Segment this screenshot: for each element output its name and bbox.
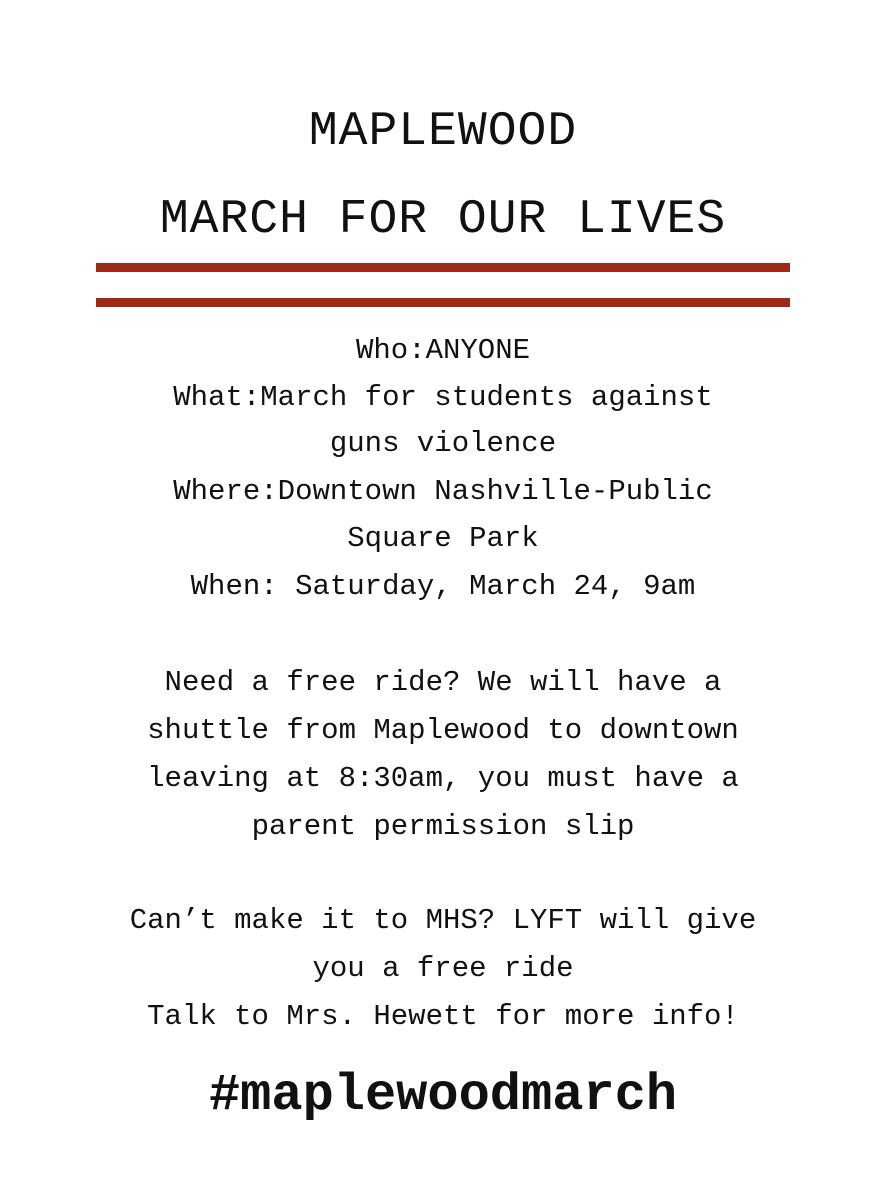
where-line-1: Where:Downtown Nashville-Public	[173, 475, 713, 508]
what-line-2: guns violence	[329, 427, 557, 460]
lyft-line-2: you a free ride	[312, 952, 574, 985]
flyer-title-line-2: MARCH FOR OUR LIVES	[159, 193, 727, 247]
shuttle-line-3: leaving at 8:30am, you must have a	[147, 762, 739, 795]
shuttle-line-4: parent permission slip	[251, 810, 635, 843]
shuttle-line-1: Need a free ride? We will have a	[164, 666, 722, 699]
title-underline-rule-bottom	[96, 298, 790, 307]
where-line-2: Square Park	[347, 522, 539, 555]
title-underline-rule-top	[96, 263, 790, 272]
what-line-1: What:March for students against	[173, 381, 713, 414]
lyft-line-1: Can’t make it to MHS? LYFT will give	[129, 904, 757, 937]
lyft-line-3: Talk to Mrs. Hewett for more info!	[147, 1000, 739, 1033]
shuttle-line-2: shuttle from Maplewood to downtown	[147, 714, 739, 747]
who-line: Who:ANYONE	[355, 334, 531, 367]
hashtag: #maplewoodmarch	[208, 1066, 678, 1125]
flyer-title-line-1: MAPLEWOOD	[308, 105, 578, 159]
when-line: When: Saturday, March 24, 9am	[190, 570, 696, 603]
